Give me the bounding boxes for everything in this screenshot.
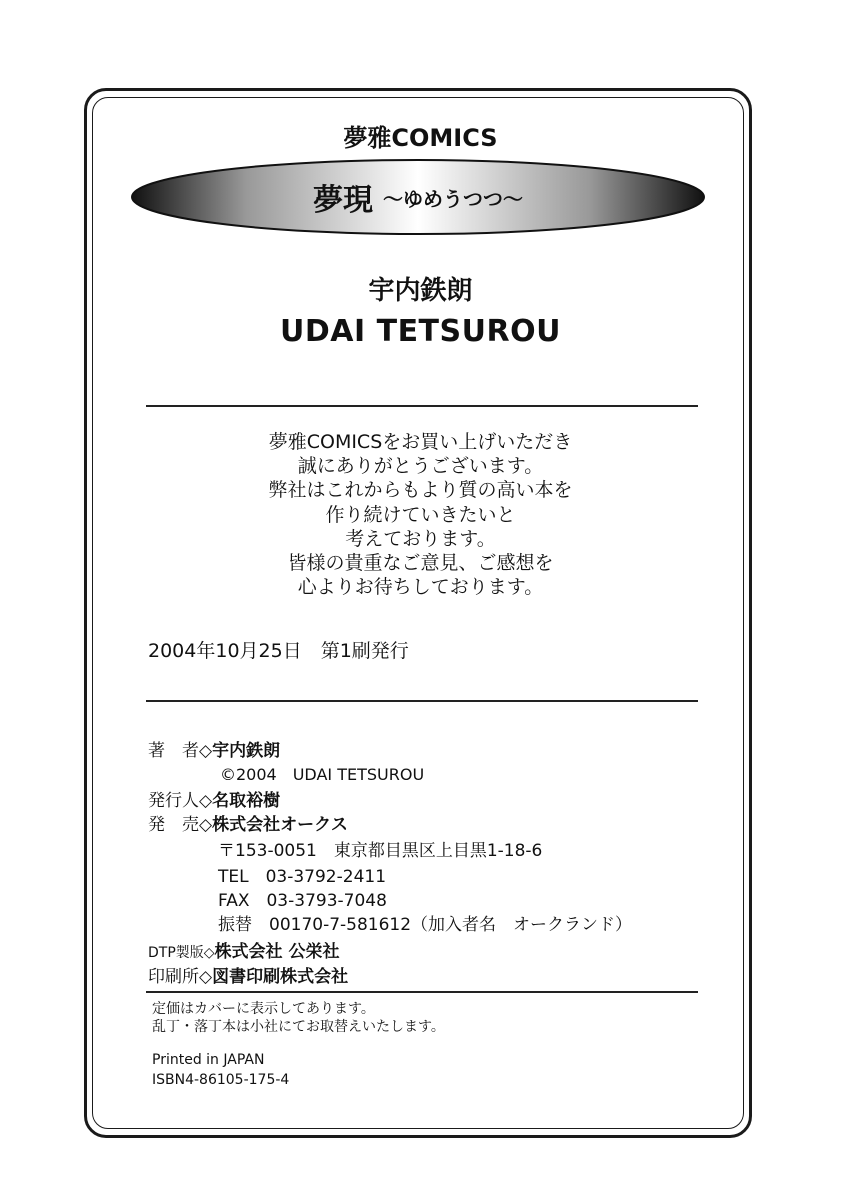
credit-printer [148,962,348,987]
credit-author-label: 著 者◇ [148,741,213,761]
bank-transfer: 振替 00170-7-581612（加入者名 オークランド） [218,915,633,935]
address: 〒153-0051 東京都目黒区上目黒1-18-6 [218,841,543,861]
telephone: TEL 03-3792-2411 [218,867,387,887]
message-line: 夢雅COMICSをお買い上げいただき [268,431,573,453]
credit-publisher [148,786,280,811]
message-line: 作り続けていきたいと [325,503,516,526]
title-block [130,158,706,236]
divider-middle [146,700,698,702]
credit-dtp-label: DTP製版◇ [148,945,215,961]
book-subtitle: 〜ゆめうつつ〜 [383,186,523,211]
imprint-label: 夢雅COMICS [343,124,498,152]
credit-author [148,736,280,761]
message-line: 考えております。 [345,527,496,550]
message-line: 心よりお待ちしております。 [297,576,544,599]
thanks-message [0,430,841,599]
publication-date: 2004年10月25日 第1刷発行 [148,640,409,662]
replacement-note: 乱丁・落丁本は小社にてお取替えいたします。 [152,1019,445,1035]
printed-in: Printed in JAPAN [152,1052,265,1068]
credit-seller-label: 発 売◇ [148,815,213,835]
fax: FAX 03-3793-7048 [218,891,387,911]
divider-bottom [146,991,698,993]
credit-printer-label: 印刷所◇ [148,967,213,987]
isbn: ISBN4-86105-175-4 [152,1072,290,1088]
credit-dtp-value: 株式会社 公栄社 [214,942,340,962]
credit-printer-value: 図書印刷株式会社 [212,967,349,987]
credit-publisher-value: 名取裕樹 [212,791,281,811]
message-line: 誠にありがとうございます。 [297,455,544,478]
author-name-jp: 宇内鉄朗 [368,276,473,306]
message-line: 皆様の貴重なご意見、ご感想を [287,552,554,575]
author-name-en: UDAI TETSUROU [280,314,561,349]
book-title: 夢現 [313,183,373,218]
credit-publisher-label: 発行人◇ [148,791,213,811]
divider-top [146,405,698,407]
credit-dtp [148,937,339,962]
price-note: 定価はカバーに表示してあります。 [152,1001,375,1017]
message-line: 弊社はこれからもより質の高い本を [268,479,573,502]
credit-author-value: 宇内鉄朗 [212,741,281,761]
copyright: ©2004 UDAI TETSUROU [220,765,425,784]
credit-seller [148,810,348,835]
credit-seller-value: 株式会社オークス [212,815,348,835]
